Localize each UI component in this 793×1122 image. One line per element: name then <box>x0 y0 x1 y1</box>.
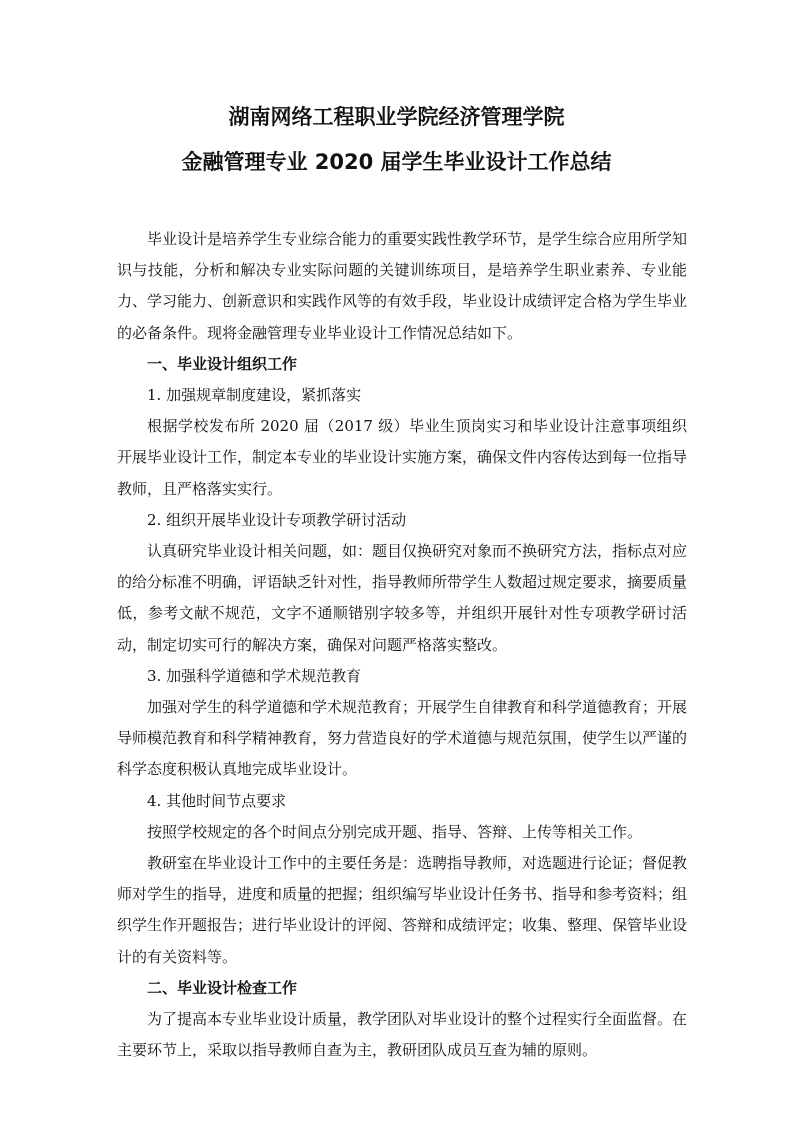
intro-paragraph: 毕业设计是培养学生专业综合能力的重要实践性教学环节，是学生综合应用所学知识与技能，分析和解决专业实际问题的关键训练项目，是培养学生职业素养、专业能力、学习能力、创新意识和实践作风等的有效手段，毕业设计成绩评定合格为学生毕业的必备条件。现将金融管理专业毕业设计工作情况总结如下。 <box>117 230 688 342</box>
section1-item4-text: 按照学校规定的各个时间点分别完成开题、指导、答辩、上传等相关工作。 <box>147 822 643 841</box>
document-title-line1: 湖南网络工程职业学院经济管理学院 <box>228 105 565 129</box>
document-body <box>117 224 687 1066</box>
section1-item3-text: 加强对学生的科学道德和学术规范教育；开展学生自律教育和科学道德教育；开展导师模范教育和科学精神教育，努力营造良好的学术道德与规范氛围，使学生以严谨的科学态度积极认真地完成毕业设计。 <box>117 698 688 779</box>
section1-item3-title: 3. 加强科学道德和学术规范教育 <box>147 666 362 685</box>
section1-heading: 一、毕业设计组织工作 <box>147 354 298 373</box>
section1-item1-text: 根据学校发布所 2020 届（2017 级）毕业生顶岗实习和毕业设计注意事项组织开展毕业设计工作，制定本专业的毕业设计实施方案，确保文件内容传达到每一位指导教师，且严格落实实行。 <box>117 417 688 498</box>
section1-item1-title: 1. 加强规章制度建设，紧抓落实 <box>147 386 362 405</box>
section2-paragraph: 为了提高本专业毕业设计质量，教学团队对毕业设计的整个过程实行全面监督。在主要环节上，采取以指导教师自查为主，教研团队成员互查为辅的原则。 <box>117 1010 688 1060</box>
section1-item2-text: 认真研究毕业设计相关问题，如：题目仅换研究对象而不换研究方法，指标点对应的给分标准不明确，评语缺乏针对性，指导教师所带学生人数超过规定要求，摘要质量低，参考文献不规范，文字不通顺错别字较多等，并组织开展针对性专项教学研讨活动，制定切实可行的解决方案，确保对问题严格落实整改。 <box>117 542 688 654</box>
section2-heading: 二、毕业设计检查工作 <box>147 978 298 997</box>
section1-closing-paragraph: 教研室在毕业设计工作中的主要任务是：选聘指导教师，对选题进行论证；督促教师对学生的指导，进度和质量的把握；组织编写毕业设计任务书、指导和参考资料；组织学生作开题报告；进行毕业设计的评阅、答辩和成绩评定；收集、整理、保管毕业设计的有关资料等。 <box>117 854 688 966</box>
document-title-line2: 金融管理专业 2020 届学生毕业设计工作总结 <box>181 150 612 174</box>
section1-item4-title: 4. 其他时间节点要求 <box>147 791 287 810</box>
section1-item2-title: 2. 组织开展毕业设计专项教学研讨活动 <box>147 510 407 529</box>
